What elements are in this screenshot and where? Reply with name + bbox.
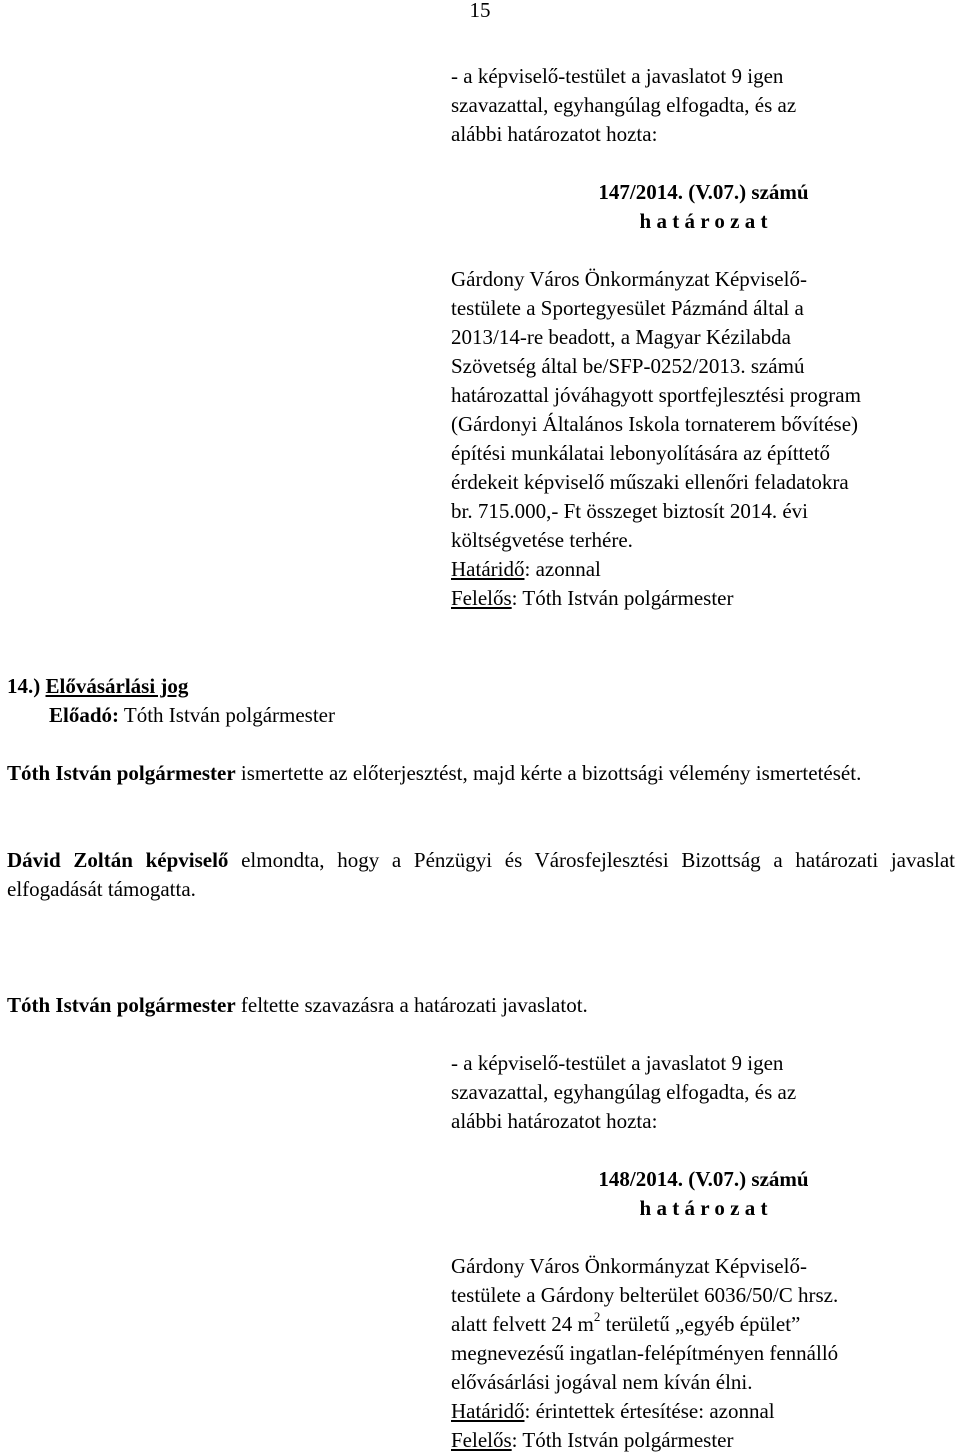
paragraph-text: elmondta, hogy a Pénzügyi és Városfejlesztési Bizottság a határozati javaslat elfogadását támogatta. [7, 848, 955, 901]
resolution-line: br. 715.000,- Ft összeget biztosít 2014. évi [451, 499, 808, 523]
speaker-name: Tóth István polgármester [7, 761, 236, 785]
resolution-line: építési munkálatai lebonyolítására az építtető [451, 441, 831, 465]
deadline-line-1 [451, 555, 956, 584]
area-text: alatt felvett 24 m [451, 1312, 594, 1336]
resolution-number-1: 147/2014. (V.07.) számú [598, 180, 809, 204]
agenda-item-title [7, 672, 955, 701]
resolution-line: Gárdony Város Önkormányzat Képviselő- [451, 1254, 807, 1278]
resolution-body-1 [451, 265, 956, 613]
resolution-line: Gárdony Város Önkormányzat Képviselő- [451, 267, 807, 291]
agenda-number: 14.) [7, 674, 46, 698]
responsible-value: : Tóth István polgármester [511, 1428, 734, 1452]
speaker-name: Dávid Zoltán képviselő [7, 848, 229, 872]
paragraph-3 [7, 991, 955, 1020]
resolution-line: testülete a Gárdony belterület 6036/50/C hrsz. [451, 1283, 839, 1307]
vote-line: alábbi határozatot hozta: [451, 1109, 658, 1133]
resolution-line: elővásárlási jogával nem kíván élni. [451, 1370, 753, 1394]
paragraph-text: feltette szavazásra a határozati javaslatot. [235, 993, 588, 1017]
agenda-title: Elővásárlási jog [45, 674, 189, 698]
paragraph-1 [7, 759, 955, 788]
deadline-label: Határidő [451, 1399, 525, 1423]
deadline-value: : azonnal [524, 557, 601, 581]
resolution-line-area [451, 1310, 956, 1339]
paragraph-2 [7, 846, 955, 904]
paragraph-text: ismertette az előterjesztést, majd kérte a bizottsági vélemény ismertetését. [235, 761, 862, 785]
agenda-presenter [49, 701, 949, 730]
page-number: 15 [469, 0, 491, 22]
deadline-value: : érintettek értesítése: azonnal [524, 1399, 775, 1423]
resolution-line: érdekeit képviselő műszaki ellenőri feladatokra [451, 470, 849, 494]
presenter-value: Tóth István polgármester [119, 703, 335, 727]
area-superscript: 2 [593, 1309, 601, 1324]
deadline-line-2 [451, 1397, 956, 1426]
presenter-label: Előadó: [49, 703, 120, 727]
resolution-line: 2013/14-re beadott, a Magyar Kézilabda [451, 325, 791, 349]
responsible-line-1 [451, 584, 956, 613]
resolution-line: Szövetség által be/SFP-0252/2013. számú [451, 354, 805, 378]
responsible-value: : Tóth István polgármester [511, 586, 734, 610]
vote-line: - a képviselő-testület a javaslatot 9 igen [451, 64, 784, 88]
resolution-line: (Gárdonyi Általános Iskola tornaterem bővítése) [451, 412, 859, 436]
resolution-heading-1: h a t á r o z a t [639, 209, 768, 233]
vote-statement-1 [451, 62, 956, 149]
resolution-heading-2: h a t á r o z a t [639, 1196, 768, 1220]
vote-statement-2 [451, 1049, 956, 1136]
resolution-body-2 [451, 1252, 956, 1455]
responsible-label: Felelős [451, 1428, 512, 1452]
resolution-line: határozattal jóváhagyott sportfejlesztési program [451, 383, 861, 407]
resolution-number-2: 148/2014. (V.07.) számú [598, 1167, 809, 1191]
deadline-label: Határidő [451, 557, 525, 581]
vote-line: szavazattal, egyhangúlag elfogadta, és az [451, 93, 797, 117]
resolution-line: testülete a Sportegyesület Pázmánd által a [451, 296, 804, 320]
speaker-name: Tóth István polgármester [7, 993, 236, 1017]
vote-line: - a képviselő-testület a javaslatot 9 igen [451, 1051, 784, 1075]
vote-line: szavazattal, egyhangúlag elfogadta, és az [451, 1080, 797, 1104]
resolution-line: költségvetése terhére. [451, 528, 633, 552]
area-text-cont: területű „egyéb épület” [600, 1312, 801, 1336]
vote-line: alábbi határozatot hozta: [451, 122, 658, 146]
responsible-line-2 [451, 1426, 956, 1455]
resolution-line: megnevezésű ingatlan-felépítményen fennálló [451, 1341, 839, 1365]
responsible-label: Felelős [451, 586, 512, 610]
